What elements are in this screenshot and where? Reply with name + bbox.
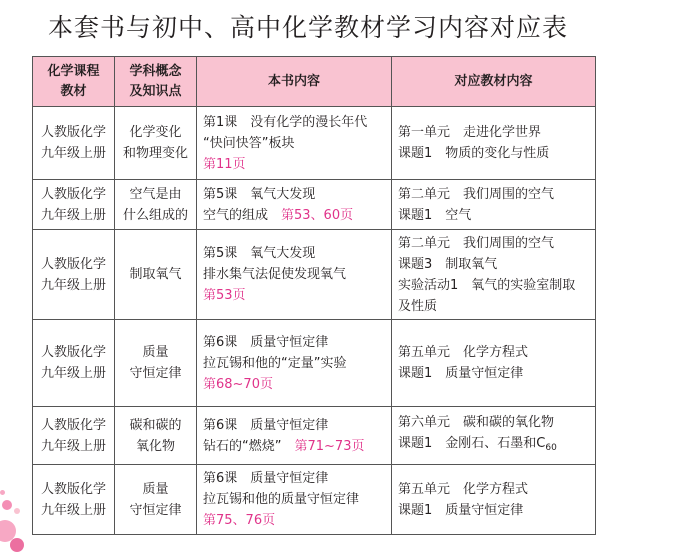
table-row	[33, 407, 596, 465]
cell-book-content: 第1课 没有化学的漫长年代 “快问快答”板块 第11页	[197, 107, 392, 180]
header-concept: 学科概念 及知识点	[115, 57, 197, 107]
cell-concept: 质量 守恒定律	[115, 320, 197, 407]
cell-concept: 质量 守恒定律	[115, 465, 197, 535]
header-textbook: 化学课程 教材	[33, 57, 115, 107]
table-row	[33, 465, 596, 535]
page-reference: 第68~70页	[203, 376, 273, 392]
content-mapping-table	[32, 56, 596, 535]
cell-course-content: 第一单元 走进化学世界 课题1 物质的变化与性质	[392, 107, 596, 180]
cell-book-content: 第6课 质量守恒定律 拉瓦锡和他的质量守恒定律 第75、76页	[197, 465, 392, 535]
page-reference: 第11页	[203, 156, 246, 172]
cell-concept: 碳和碳的 氧化物	[115, 407, 197, 465]
table-row	[33, 320, 596, 407]
cell-book-content: 第5课 氧气大发现 排水集气法促使发现氧气 第53页	[197, 230, 392, 320]
cell-book-content: 第6课 质量守恒定律 钻石的“燃烧” 第71~73页	[197, 407, 392, 465]
cell-concept: 制取氧气	[115, 230, 197, 320]
deco-dot	[14, 508, 20, 514]
table-header-row	[33, 57, 596, 107]
cell-textbook: 人教版化学 九年级上册	[33, 230, 115, 320]
header-book-content: 本书内容	[197, 57, 392, 107]
cell-book-content: 第6课 质量守恒定律 拉瓦锡和他的“定量”实验 第68~70页	[197, 320, 392, 407]
cell-course-content: 第五单元 化学方程式 课题1 质量守恒定律	[392, 465, 596, 535]
cell-concept: 空气是由 什么组成的	[115, 180, 197, 230]
cell-textbook: 人教版化学 九年级上册	[33, 107, 115, 180]
page-reference: 第75、76页	[203, 513, 276, 528]
cell-textbook: 人教版化学 九年级上册	[33, 180, 115, 230]
cell-concept: 化学变化 和物理变化	[115, 107, 197, 180]
table-row	[33, 230, 596, 320]
cell-book-content: 第5课 氧气大发现 空气的组成 第53、60页	[197, 180, 392, 230]
deco-dot	[2, 500, 12, 510]
page-reference: 第53、60页	[281, 207, 354, 223]
deco-dot	[0, 490, 5, 495]
page-title: 本套书与初中、高中化学教材学习内容对应表	[48, 13, 569, 42]
table-row	[33, 107, 596, 180]
deco-dot	[10, 538, 24, 552]
table-row	[33, 180, 596, 230]
cell-course-content: 第六单元 碳和碳的氧化物 课题1 金刚石、石墨和$C_{60}$	[392, 407, 596, 465]
cell-textbook: 人教版化学 九年级上册	[33, 407, 115, 465]
subscript-60: 60	[545, 443, 557, 453]
cell-textbook: 人教版化学 九年级上册	[33, 320, 115, 407]
cell-course-content: 第二单元 我们周围的空气 课题3 制取氧气 实验活动1 氧气的实验室制取 及性质	[392, 230, 596, 320]
page-reference: 第71~73页	[294, 438, 365, 454]
page-reference: 第53页	[203, 288, 246, 303]
cell-course-content: 第二单元 我们周围的空气 课题1 空气	[392, 180, 596, 230]
cell-course-content: 第五单元 化学方程式 课题1 质量守恒定律	[392, 320, 596, 407]
header-course-content: 对应教材内容	[392, 57, 596, 107]
cell-textbook: 人教版化学 九年级上册	[33, 465, 115, 535]
